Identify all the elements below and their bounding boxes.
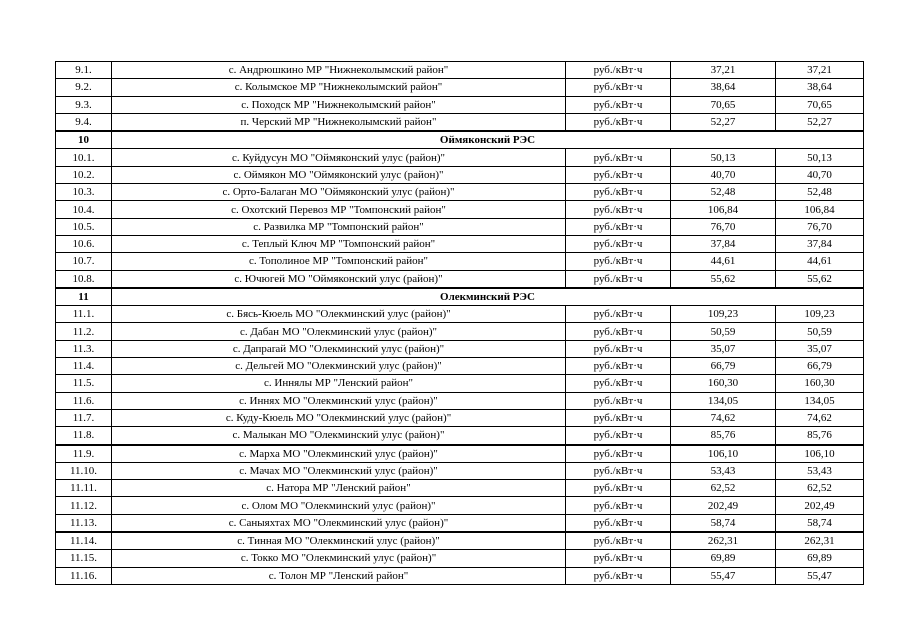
table-row [56, 149, 864, 166]
tariff-value-1: 106,84 [671, 201, 776, 218]
tariff-value-2: 160,30 [776, 375, 864, 392]
row-number: 11.1. [56, 306, 112, 323]
table-row [56, 445, 864, 463]
settlement-name: с. Саныяхтах МО "Олекминский улус (район)" [112, 514, 566, 532]
tariff-value-2: 35,07 [776, 340, 864, 357]
settlement-name: с. Толон МР "Ленский район" [112, 567, 566, 584]
tariff-value-1: 55,47 [671, 567, 776, 584]
tariff-value-2: 202,49 [776, 497, 864, 514]
tariff-value-1: 35,07 [671, 340, 776, 357]
tariff-value-2: 66,79 [776, 358, 864, 375]
tariff-value-2: 70,65 [776, 96, 864, 113]
tariff-value-1: 50,13 [671, 149, 776, 166]
table-row [56, 235, 864, 252]
tariff-value-2: 74,62 [776, 409, 864, 426]
row-number: 10.5. [56, 218, 112, 235]
row-number: 11.2. [56, 323, 112, 340]
table-row [56, 113, 864, 131]
row-number: 11.14. [56, 532, 112, 550]
tariff-table-body [56, 62, 864, 585]
settlement-name: п. Черский МР "Нижнеколымский район" [112, 113, 566, 131]
tariff-value-1: 109,23 [671, 306, 776, 323]
tariff-value-2: 55,62 [776, 270, 864, 288]
unit-cell: руб./кВт·ч [566, 514, 671, 532]
tariff-value-1: 262,31 [671, 532, 776, 550]
tariff-value-1: 40,70 [671, 166, 776, 183]
unit-cell: руб./кВт·ч [566, 149, 671, 166]
unit-cell: руб./кВт·ч [566, 323, 671, 340]
settlement-name: с. Олом МО "Олекминский улус (район)" [112, 497, 566, 514]
table-row [56, 462, 864, 479]
tariff-value-2: 106,10 [776, 445, 864, 463]
tariff-value-2: 62,52 [776, 480, 864, 497]
unit-cell: руб./кВт·ч [566, 567, 671, 584]
tariff-value-1: 44,61 [671, 253, 776, 270]
settlement-name: с. Орто-Балаган МО "Оймяконский улус (район)" [112, 184, 566, 201]
unit-cell: руб./кВт·ч [566, 340, 671, 357]
settlement-name: с. Развилка МР "Томпонский район" [112, 218, 566, 235]
unit-cell: руб./кВт·ч [566, 375, 671, 392]
table-row [56, 270, 864, 288]
row-number: 9.4. [56, 113, 112, 131]
row-number: 10.2. [56, 166, 112, 183]
tariff-value-2: 69,89 [776, 550, 864, 567]
unit-cell: руб./кВт·ч [566, 201, 671, 218]
table-row [56, 427, 864, 445]
tariff-value-2: 76,70 [776, 218, 864, 235]
table-row [56, 323, 864, 340]
unit-cell: руб./кВт·ч [566, 392, 671, 409]
tariff-value-1: 106,10 [671, 445, 776, 463]
row-number: 10.8. [56, 270, 112, 288]
unit-cell: руб./кВт·ч [566, 532, 671, 550]
tariff-value-1: 55,62 [671, 270, 776, 288]
table-row [56, 201, 864, 218]
tariff-value-1: 160,30 [671, 375, 776, 392]
tariff-value-1: 52,48 [671, 184, 776, 201]
settlement-name: с. Колымское МР "Нижнеколымский район" [112, 79, 566, 96]
tariff-value-2: 50,13 [776, 149, 864, 166]
tariff-value-2: 109,23 [776, 306, 864, 323]
settlement-name: с. Андрюшкино МР "Нижнеколымский район" [112, 62, 566, 79]
tariff-table [55, 61, 864, 585]
table-row [56, 480, 864, 497]
table-row [56, 532, 864, 550]
settlement-name: с. Тополиное МР "Томпонский район" [112, 253, 566, 270]
table-row [56, 550, 864, 567]
unit-cell: руб./кВт·ч [566, 358, 671, 375]
unit-cell: руб./кВт·ч [566, 113, 671, 131]
row-number: 11.7. [56, 409, 112, 426]
unit-cell: руб./кВт·ч [566, 253, 671, 270]
table-row [56, 79, 864, 96]
table-row [56, 567, 864, 584]
tariff-value-1: 70,65 [671, 96, 776, 113]
settlement-name: с. Мачах МО "Олекминский улус (район)" [112, 462, 566, 479]
tariff-value-1: 134,05 [671, 392, 776, 409]
settlement-name: с. Оймякон МО "Оймяконский улус (район)" [112, 166, 566, 183]
settlement-name: с. Тинная МО "Олекминский улус (район)" [112, 532, 566, 550]
tariff-value-1: 37,21 [671, 62, 776, 79]
settlement-name: с. Дабан МО "Олекминский улус (район)" [112, 323, 566, 340]
tariff-value-2: 58,74 [776, 514, 864, 532]
tariff-value-1: 74,62 [671, 409, 776, 426]
row-number: 11.11. [56, 480, 112, 497]
settlement-name: с. Дельгей МО "Олекминский улус (район)" [112, 358, 566, 375]
table-row [56, 497, 864, 514]
settlement-name: с. Теплый Ключ МР "Томпонский район" [112, 235, 566, 252]
table-row [56, 358, 864, 375]
unit-cell: руб./кВт·ч [566, 79, 671, 96]
settlement-name: с. Куйдусун МО "Оймяконский улус (район)" [112, 149, 566, 166]
row-number: 10.7. [56, 253, 112, 270]
row-number: 10.4. [56, 201, 112, 218]
tariff-value-1: 66,79 [671, 358, 776, 375]
row-number: 10.3. [56, 184, 112, 201]
unit-cell: руб./кВт·ч [566, 409, 671, 426]
tariff-value-2: 40,70 [776, 166, 864, 183]
tariff-value-2: 37,84 [776, 235, 864, 252]
table-row [56, 375, 864, 392]
settlement-name: с. Иннях МО "Олекминский улус (район)" [112, 392, 566, 409]
unit-cell: руб./кВт·ч [566, 270, 671, 288]
row-number: 10.1. [56, 149, 112, 166]
table-row [56, 514, 864, 532]
tariff-value-2: 55,47 [776, 567, 864, 584]
tariff-value-2: 134,05 [776, 392, 864, 409]
tariff-value-1: 76,70 [671, 218, 776, 235]
section-row [56, 131, 864, 149]
settlement-name: с. Походск МР "Нижнеколымский район" [112, 96, 566, 113]
table-row [56, 184, 864, 201]
unit-cell: руб./кВт·ч [566, 550, 671, 567]
table-row [56, 96, 864, 113]
section-title: Олекминский РЭС [112, 288, 864, 306]
tariff-value-2: 52,48 [776, 184, 864, 201]
settlement-name: с. Охотский Перевоз МР "Томпонский район" [112, 201, 566, 218]
settlement-name: с. Ючюгей МО "Оймяконский улус (район)" [112, 270, 566, 288]
tariff-value-1: 69,89 [671, 550, 776, 567]
table-row [56, 340, 864, 357]
tariff-value-1: 38,64 [671, 79, 776, 96]
unit-cell: руб./кВт·ч [566, 427, 671, 445]
unit-cell: руб./кВт·ч [566, 235, 671, 252]
table-row [56, 409, 864, 426]
unit-cell: руб./кВт·ч [566, 62, 671, 79]
tariff-value-1: 62,52 [671, 480, 776, 497]
tariff-document [55, 61, 864, 585]
row-number: 11.4. [56, 358, 112, 375]
table-row [56, 253, 864, 270]
table-row [56, 62, 864, 79]
row-number: 9.3. [56, 96, 112, 113]
tariff-value-2: 52,27 [776, 113, 864, 131]
row-number: 11.16. [56, 567, 112, 584]
row-number: 11.13. [56, 514, 112, 532]
unit-cell: руб./кВт·ч [566, 184, 671, 201]
settlement-name: с. Малыкан МО "Олекминский улус (район)" [112, 427, 566, 445]
unit-cell: руб./кВт·ч [566, 166, 671, 183]
row-number: 11.15. [56, 550, 112, 567]
settlement-name: с. Токко МО "Олекминский улус (район)" [112, 550, 566, 567]
settlement-name: с. Марха МО "Олекминский улус (район)" [112, 445, 566, 463]
section-number: 10 [56, 131, 112, 149]
settlement-name: с. Дапparaй МО "Олекминский улус (район)" [112, 340, 566, 357]
table-row [56, 306, 864, 323]
settlement-name: с. Натора МР "Ленский район" [112, 480, 566, 497]
settlement-name: с. Куду-Кюель МО "Олекминский улус (район)" [112, 409, 566, 426]
tariff-value-1: 202,49 [671, 497, 776, 514]
row-number: 11.10. [56, 462, 112, 479]
tariff-value-1: 52,27 [671, 113, 776, 131]
tariff-value-2: 53,43 [776, 462, 864, 479]
unit-cell: руб./кВт·ч [566, 96, 671, 113]
row-number: 11.12. [56, 497, 112, 514]
tariff-value-1: 53,43 [671, 462, 776, 479]
row-number: 11.9. [56, 445, 112, 463]
tariff-value-2: 50,59 [776, 323, 864, 340]
tariff-value-2: 262,31 [776, 532, 864, 550]
unit-cell: руб./кВт·ч [566, 218, 671, 235]
tariff-value-1: 58,74 [671, 514, 776, 532]
section-title: Оймяконский РЭС [112, 131, 864, 149]
row-number: 11.3. [56, 340, 112, 357]
tariff-value-1: 85,76 [671, 427, 776, 445]
settlement-name: с. Иннялы МР "Ленский район" [112, 375, 566, 392]
tariff-value-2: 85,76 [776, 427, 864, 445]
table-row [56, 166, 864, 183]
tariff-value-2: 38,64 [776, 79, 864, 96]
row-number: 11.8. [56, 427, 112, 445]
row-number: 11.6. [56, 392, 112, 409]
tariff-value-2: 106,84 [776, 201, 864, 218]
tariff-value-1: 50,59 [671, 323, 776, 340]
row-number: 11.5. [56, 375, 112, 392]
row-number: 9.1. [56, 62, 112, 79]
unit-cell: руб./кВт·ч [566, 445, 671, 463]
settlement-name: с. Бясь-Кюель МО "Олекминский улус (район)" [112, 306, 566, 323]
tariff-value-2: 37,21 [776, 62, 864, 79]
unit-cell: руб./кВт·ч [566, 462, 671, 479]
tariff-value-2: 44,61 [776, 253, 864, 270]
section-row [56, 288, 864, 306]
unit-cell: руб./кВт·ч [566, 306, 671, 323]
table-row [56, 218, 864, 235]
section-number: 11 [56, 288, 112, 306]
row-number: 9.2. [56, 79, 112, 96]
unit-cell: руб./кВт·ч [566, 497, 671, 514]
tariff-value-1: 37,84 [671, 235, 776, 252]
table-row [56, 392, 864, 409]
unit-cell: руб./кВт·ч [566, 480, 671, 497]
row-number: 10.6. [56, 235, 112, 252]
